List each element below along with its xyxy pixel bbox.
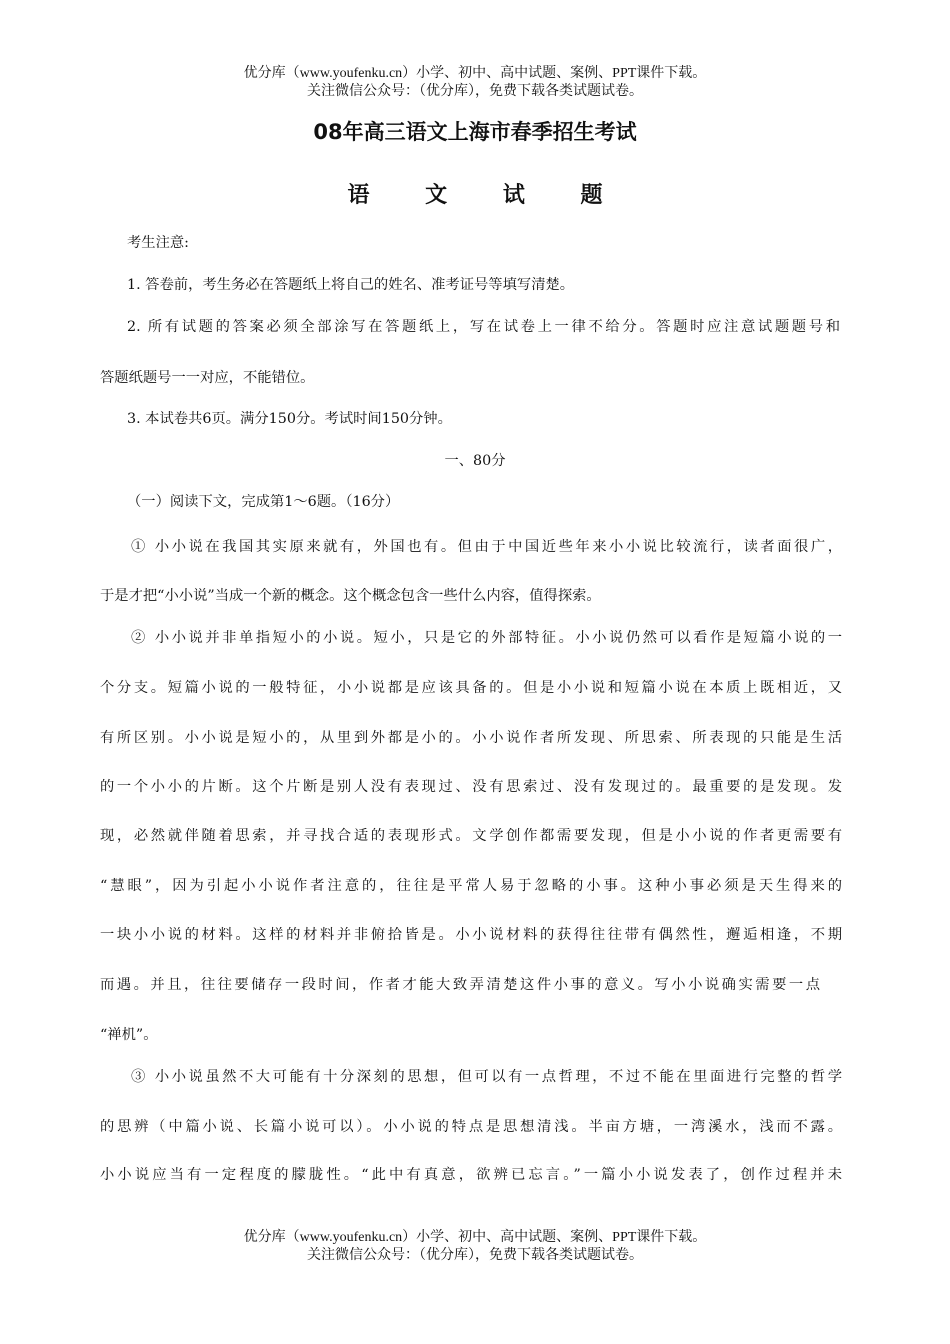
page-title: 08年高三语文上海市春季招生考试 (313, 120, 637, 144)
passage-line: ① 小小说在我国其实原来就有，外国也有。但由于中国近些年来小小说比较流行，读者面很广， (131, 539, 842, 555)
passage-line: 于是才把“小小说”当成一个新的概念。这个概念包含一些什么内容，值得探索。 (100, 588, 601, 604)
section-heading: 一、80分 (444, 453, 506, 469)
passage-line: “慧眼”，因为引起小小说作者注意的，往往是平常人易于忽略的小事。这种小事必须是天生得来的 (100, 878, 842, 894)
passage-line: 的一个小小的片断。这个片断是别人没有表现过、没有思索过、没有发现过的。最重要的是发现。发 (100, 779, 842, 795)
passage-line: ② 小小说并非单指短小的小说。短小，只是它的外部特征。小小说仍然可以看作是短篇小说的一 (131, 630, 842, 646)
passage-line: “禅机”。 (100, 1027, 158, 1043)
passage-line: ③ 小小说虽然不大可能有十分深刻的思想，但可以有一点哲理，不过不能在里面进行完整的哲学 (131, 1069, 842, 1085)
passage-line: 而遇。并且，往往要储存一段时间，作者才能大致弄清楚这件小事的意义。写小小说确实需要一点 (100, 977, 820, 993)
notice-item-3: 3. 本试卷共6页。满分150分。考试时间150分钟。 (127, 411, 452, 427)
notice-item-1: 1. 答卷前，考生务必在答题纸上将自己的姓名、准考证号等填写清楚。 (127, 277, 575, 293)
notice-heading: 考生注意: (127, 235, 190, 251)
footer-line-1: 优分库（www.youfenku.cn）小学、初中、高中试题、案例、PPT课件下载。 (243, 1230, 707, 1245)
footer-line-2: 关注微信公众号：（优分库），免费下载各类试题试卷。 (307, 1248, 643, 1263)
passage-line: 的思辨（中篇小说、长篇小说可以）。小小说的特点是思想清浅。半亩方塘，一湾溪水，浅而不露。 (100, 1119, 842, 1135)
notice-item-2-line-2: 答题纸题号一一对应，不能错位。 (100, 370, 315, 386)
header-line-2: 关注微信公众号：（优分库），免费下载各类试题试卷。 (307, 84, 643, 99)
passage-line: 有所区别。小小说是短小的，从里到外都是小的。小小说作者所发现、所思索、所表现的只能是生活 (100, 730, 842, 746)
page-subtitle: 语 文 试 题 (347, 183, 627, 208)
header-line-1: 优分库（www.youfenku.cn）小学、初中、高中试题、案例、PPT课件下载。 (243, 66, 707, 81)
passage-line: 小小说应当有一定程度的朦胧性。“此中有真意，欲辨已忘言。”一篇小小说发表了，创作过程并未 (100, 1167, 842, 1183)
passage-line: 现，必然就伴随着思索，并寻找合适的表现形式。文学创作都需要发现，但是小小说的作者更需要有 (100, 828, 842, 844)
passage-line: 个分支。短篇小说的一般特征，小小说都是应该具备的。但是小小说和短篇小说在本质上既相近，又 (100, 680, 842, 696)
part-instruction: （一）阅读下文，完成第1～6题。（16分） (127, 494, 400, 510)
passage-line: 一块小小说的材料。这样的材料并非俯拾皆是。小小说材料的获得往往带有偶然性，邂逅相逢，不期 (100, 927, 842, 943)
notice-item-2-line-1: 2. 所有试题的答案必须全部涂写在答题纸上，写在试卷上一律不给分。答题时应注意试题题号和 (127, 319, 840, 335)
